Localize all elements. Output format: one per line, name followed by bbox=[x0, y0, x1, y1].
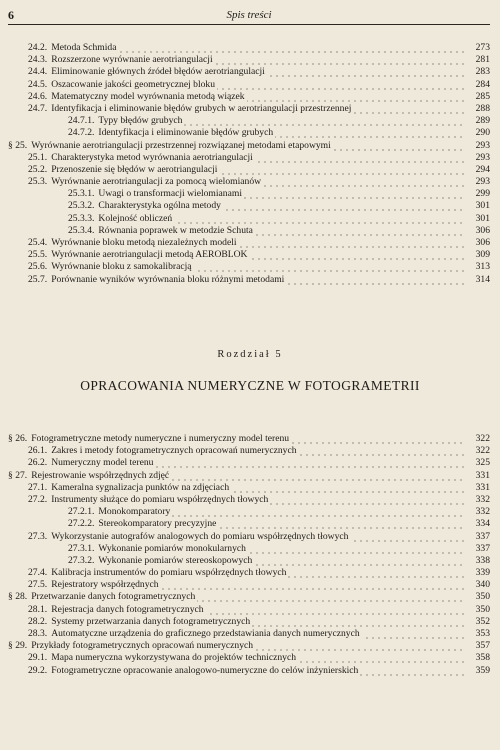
toc-entry-title bbox=[8, 140, 466, 152]
toc-entry-title bbox=[28, 91, 466, 103]
chapter-title: OPRACOWANIA NUMERYCZNE W FOTOGRAMETRII bbox=[80, 378, 420, 393]
toc-entry-label: Wyrównanie aerotriangulacji za pomocą wielomianów bbox=[51, 176, 262, 188]
toc-page-number: 289 bbox=[475, 115, 490, 127]
toc-entry-number: 28.2. bbox=[28, 615, 48, 627]
toc-entry-text bbox=[68, 225, 255, 236]
toc-entry-text bbox=[68, 200, 223, 211]
toc-entry-label: Przykłady fotogrametrycznych opracowań numerycznych bbox=[31, 640, 254, 652]
toc-entry-row bbox=[8, 103, 490, 115]
toc-page-number: 337 bbox=[475, 542, 490, 554]
toc-page-number: 299 bbox=[475, 188, 490, 200]
toc-entry-number: 28.1. bbox=[28, 603, 48, 615]
toc-entry-label: Identyfikacja i eliminowanie błędów grubych w aerotriangulacji przestrzennej bbox=[51, 102, 352, 114]
toc-page-number: 353 bbox=[475, 628, 490, 639]
toc-entry-title bbox=[68, 115, 466, 127]
toc-page-number: 273 bbox=[475, 42, 490, 53]
toc-entry-title bbox=[28, 103, 466, 115]
toc-page-number: 339 bbox=[475, 567, 490, 579]
toc-entry-row bbox=[8, 213, 490, 225]
toc-entry-label: Kalibracja instrumentów do pomiaru współrzędnych tłowych bbox=[51, 567, 287, 579]
toc-entry-row bbox=[8, 225, 490, 237]
toc-entry-number: § 25. bbox=[8, 139, 28, 151]
toc-page-number: 283 bbox=[475, 66, 490, 78]
toc-entry-text bbox=[28, 274, 286, 285]
toc-entry-title bbox=[8, 433, 466, 445]
toc-entry-number: 26.2. bbox=[28, 457, 48, 469]
toc-entry-number: 24.2. bbox=[28, 42, 48, 53]
toc-entry-text bbox=[28, 237, 239, 248]
toc-entry-text bbox=[28, 604, 206, 615]
toc-entry-text bbox=[28, 176, 263, 187]
toc-entry-row bbox=[8, 79, 490, 91]
toc-entry-number: 25.2. bbox=[28, 163, 48, 175]
toc-entry-text bbox=[68, 518, 218, 529]
toc-entry-row bbox=[8, 494, 490, 506]
toc-entry-number: 25.3.1. bbox=[68, 188, 95, 200]
toc-entry-text bbox=[68, 555, 254, 566]
toc-entry-text bbox=[28, 54, 215, 65]
toc-entry-title bbox=[68, 213, 466, 225]
toc-entry-number: 27.1. bbox=[28, 481, 48, 493]
toc-entry-text bbox=[8, 640, 255, 651]
toc-entry-number: 25.4. bbox=[28, 237, 48, 248]
toc-entry-title bbox=[28, 579, 466, 591]
toc-entry-text bbox=[8, 433, 291, 444]
toc-entry-label: Fotogrametryczne opracowanie analogowo-numeryczne do celów inżynierskich bbox=[51, 664, 359, 676]
toc-entry-row bbox=[8, 628, 490, 640]
toc-page-number: 322 bbox=[475, 433, 490, 444]
toc-entry-row bbox=[8, 176, 490, 188]
toc-entry-title bbox=[28, 152, 466, 164]
toc-entry-text bbox=[28, 164, 219, 175]
toc-entry-number: 24.4. bbox=[28, 66, 48, 78]
toc-entry-number: 25.3.3. bbox=[68, 212, 95, 224]
toc-entry-label: Typy błędów grubych bbox=[98, 115, 183, 127]
toc-entry-row bbox=[8, 42, 490, 54]
toc-page-number: 331 bbox=[475, 481, 490, 493]
toc-entry-label: Wyrównanie bloku z samokalibracją bbox=[51, 261, 192, 273]
toc-entry-number: 25.1. bbox=[28, 151, 48, 163]
toc-section-row bbox=[8, 470, 490, 482]
toc-entry-text bbox=[68, 213, 174, 224]
toc-entry-label: Przetwarzanie danych fotogrametrycznych bbox=[31, 591, 196, 603]
toc-page-number: 350 bbox=[475, 591, 490, 603]
toc-entry-title bbox=[28, 531, 466, 543]
toc-entry-title bbox=[28, 628, 466, 640]
toc-entry-text bbox=[28, 652, 298, 663]
toc-entry-label: Zakres i metody fotogrametrycznych opracowań numerycznych bbox=[51, 445, 297, 457]
toc-page-number: 284 bbox=[475, 78, 490, 90]
toc-entry-row bbox=[8, 188, 490, 200]
toc-entry-text bbox=[68, 115, 184, 126]
toc-page-number: 357 bbox=[475, 640, 490, 652]
toc-entry-number: 25.5. bbox=[28, 249, 48, 261]
toc-entry-number: 27.2.1. bbox=[68, 506, 95, 518]
toc-entry-row bbox=[8, 457, 490, 469]
toc-entry-number: 27.3.2. bbox=[68, 554, 95, 566]
toc-entry-title bbox=[28, 66, 466, 78]
toc-entry-label: Rejestrowanie współrzędnych zdjęć bbox=[31, 469, 170, 481]
toc-entry-row bbox=[8, 543, 490, 555]
toc-entry-row bbox=[8, 665, 490, 677]
toc-entry-number: 29.1. bbox=[28, 652, 48, 664]
toc-entry-label: Fotogrametryczne metody numeryczne i numeryczny model terenu bbox=[31, 433, 290, 444]
toc-entry-text bbox=[68, 188, 244, 199]
toc-entry-text bbox=[28, 628, 362, 639]
toc-entry-label: Wykonanie pomiarów monokularnych bbox=[98, 542, 246, 554]
toc-entry-label: Rozszerzone wyrównanie aerotriangulacji bbox=[51, 54, 213, 66]
toc-page-number: 314 bbox=[475, 273, 490, 285]
toc-entry-text bbox=[28, 531, 350, 542]
toc-entry-text bbox=[68, 506, 172, 517]
toc-entry-label: Porównanie wyników wyrównania bloku różnymi metodami bbox=[51, 273, 285, 285]
toc-entry-label: Rejestracja danych fotogrametrycznych bbox=[51, 603, 204, 615]
toc-entry-row bbox=[8, 579, 490, 591]
toc-entry-label: Kolejność obliczeń bbox=[98, 212, 173, 224]
toc-entry-label: Rejestratory współrzędnych bbox=[51, 579, 159, 591]
toc-entry-title bbox=[28, 457, 466, 469]
chapter-label: Rozdział 5 bbox=[217, 349, 283, 360]
toc-entry-title bbox=[68, 225, 466, 237]
toc-entry-number: 25.7. bbox=[28, 273, 48, 285]
toc-entry-title bbox=[28, 176, 466, 188]
toc-entry-number: § 28. bbox=[8, 591, 28, 603]
toc-entry-label: Matematyczny model wyrównania metodą wiązek bbox=[51, 90, 245, 102]
toc-page-number: 331 bbox=[475, 469, 490, 481]
toc-page-number: 340 bbox=[475, 579, 490, 591]
toc-entry-row bbox=[8, 482, 490, 494]
toc-entry-row bbox=[8, 616, 490, 628]
toc-entry-title bbox=[68, 200, 466, 212]
toc-entry-row bbox=[8, 506, 490, 518]
toc-page-number: 313 bbox=[475, 261, 490, 273]
toc-entry-title bbox=[68, 127, 466, 139]
toc-entry-text bbox=[28, 616, 252, 627]
toc-page-number: 294 bbox=[475, 163, 490, 175]
toc-entry-number: 25.3.4. bbox=[68, 224, 95, 236]
toc-page-number: 350 bbox=[475, 603, 490, 615]
toc-entry-text bbox=[28, 457, 155, 468]
toc-entry-text bbox=[28, 66, 267, 77]
toc-entry-number: § 26. bbox=[8, 433, 28, 444]
toc-page-number: 301 bbox=[475, 212, 490, 224]
toc-entry-text bbox=[28, 567, 288, 578]
toc-entry-title bbox=[28, 494, 466, 506]
toc-entry-number: 28.3. bbox=[28, 628, 48, 639]
toc-page-number: 332 bbox=[475, 506, 490, 518]
toc-entry-text bbox=[28, 494, 270, 505]
toc-entry-label: Charakterystyka metod wyrównania aerotriangulacji bbox=[51, 151, 253, 163]
toc-entry-title bbox=[68, 518, 466, 530]
toc-page-number: 309 bbox=[475, 249, 490, 261]
toc-page-number: 285 bbox=[475, 90, 490, 102]
toc-entry-text bbox=[28, 249, 250, 260]
toc-entry-row bbox=[8, 555, 490, 567]
toc-entry-label: Równania poprawek w metodzie Schuta bbox=[98, 224, 253, 236]
toc-entry-row bbox=[8, 567, 490, 579]
toc-page-number: 288 bbox=[475, 102, 490, 114]
toc-entry-text bbox=[8, 470, 171, 481]
toc-page-number: 332 bbox=[475, 493, 490, 505]
toc-page-number: 306 bbox=[475, 237, 490, 248]
toc-page-number: 352 bbox=[475, 615, 490, 627]
toc-bottom-section bbox=[8, 433, 490, 677]
toc-entry-title bbox=[28, 237, 466, 249]
toc-entry-row bbox=[8, 518, 490, 530]
toc-entry-title bbox=[28, 604, 466, 616]
toc-entry-number: 24.6. bbox=[28, 90, 48, 102]
toc-entry-title bbox=[28, 249, 466, 261]
toc-entry-number: 24.3. bbox=[28, 54, 48, 66]
toc-entry-title bbox=[8, 591, 466, 603]
toc-entry-text bbox=[68, 543, 248, 554]
toc-entry-row bbox=[8, 652, 490, 664]
toc-entry-text bbox=[28, 665, 360, 676]
toc-entry-text bbox=[28, 79, 217, 90]
toc-page-number: 334 bbox=[475, 518, 490, 530]
toc-entry-number: § 27. bbox=[8, 469, 28, 481]
toc-entry-title bbox=[28, 652, 466, 664]
toc-section-row bbox=[8, 591, 490, 603]
toc-entry-title bbox=[28, 164, 466, 176]
toc-page-number: 306 bbox=[475, 224, 490, 236]
toc-entry-text bbox=[28, 91, 247, 102]
toc-entry-text bbox=[28, 152, 255, 163]
toc-entry-row bbox=[8, 66, 490, 78]
toc-entry-label: Charakterystyka ogólna metody bbox=[98, 200, 221, 212]
toc-entry-number: 24.7.1. bbox=[68, 115, 95, 127]
toc-entry-title bbox=[28, 42, 466, 54]
toc-entry-title bbox=[8, 470, 466, 482]
toc-entry-label: Eliminowanie głównych źródeł błędów aerotriangulacji bbox=[51, 66, 265, 78]
toc-page-number: 293 bbox=[475, 139, 490, 151]
toc-entry-number: 25.6. bbox=[28, 261, 48, 273]
toc-entry-label: Identyfikacja i eliminowanie błędów grubych bbox=[98, 127, 274, 139]
toc-entry-row bbox=[8, 445, 490, 457]
toc-page-number: 359 bbox=[475, 664, 490, 676]
toc-entry-number: 25.3.2. bbox=[68, 200, 95, 212]
toc-entry-number: 27.3.1. bbox=[68, 542, 95, 554]
toc-entry-number: 24.7.2. bbox=[68, 127, 95, 139]
toc-page-number: 293 bbox=[475, 151, 490, 163]
toc-entry-title bbox=[28, 616, 466, 628]
toc-entry-label: Wyrównanie aerotriangulacji przestrzennej rozwiązanej metodami etapowymi bbox=[31, 139, 331, 151]
toc-page-number: 301 bbox=[475, 200, 490, 212]
toc-entry-number: 26.1. bbox=[28, 445, 48, 457]
toc-entry-title bbox=[28, 54, 466, 66]
toc-section-row bbox=[8, 140, 490, 152]
toc-entry-row bbox=[8, 237, 490, 249]
toc-entry-number: 24.7. bbox=[28, 102, 48, 114]
toc-entry-row bbox=[8, 152, 490, 164]
toc-entry-title bbox=[28, 445, 466, 457]
toc-entry-text bbox=[28, 579, 161, 590]
running-title: Spis treści bbox=[226, 9, 272, 21]
toc-page-number: 338 bbox=[475, 554, 490, 566]
toc-entry-row bbox=[8, 274, 490, 286]
toc-entry-title bbox=[8, 640, 466, 652]
toc-entry-text bbox=[28, 482, 231, 493]
toc-entry-row bbox=[8, 200, 490, 212]
toc-entry-label: Monokomparatory bbox=[98, 506, 171, 518]
toc-entry-row bbox=[8, 164, 490, 176]
toc-entry-row bbox=[8, 604, 490, 616]
toc-entry-title bbox=[68, 506, 466, 518]
toc-entry-label: Kameralna sygnalizacja punktów na zdjęciach bbox=[51, 481, 230, 493]
toc-page-number: 358 bbox=[475, 652, 490, 664]
toc-entry-text bbox=[28, 261, 194, 272]
toc-entry-row bbox=[8, 261, 490, 273]
toc-page-number: 322 bbox=[475, 445, 490, 457]
toc-entry-label: Uwagi o transformacji wielomianami bbox=[98, 188, 242, 200]
toc-entry-number: 27.4. bbox=[28, 567, 48, 579]
toc-entry-label: Oszacowanie jakości geometrycznej bloku bbox=[51, 78, 216, 90]
toc-entry-number: 27.2. bbox=[28, 493, 48, 505]
toc-entry-text bbox=[28, 42, 118, 53]
toc-entry-label: Wyrównanie aerotriangulacji metodą AEROBLOK bbox=[51, 249, 248, 261]
toc-entry-title bbox=[28, 665, 466, 677]
toc-entry-label: Stereokomparatory precyzyjne bbox=[98, 518, 217, 530]
toc-entry-label: Wykonanie pomiarów stereoskopowych bbox=[98, 554, 253, 566]
toc-entry-number: 25.3. bbox=[28, 176, 48, 188]
toc-entry-number: 29.2. bbox=[28, 664, 48, 676]
toc-entry-label: Instrumenty służące do pomiaru współrzędnych tłowych bbox=[51, 493, 269, 505]
toc-entry-label: Wyrównanie bloku metodą niezależnych modeli bbox=[51, 237, 237, 248]
toc-entry-label: Systemy przetwarzania danych fotogrametrycznych bbox=[51, 615, 251, 627]
toc-entry-title bbox=[68, 555, 466, 567]
page-number: 6 bbox=[8, 8, 14, 22]
toc-page-number: 325 bbox=[475, 457, 490, 469]
toc-entry-title bbox=[68, 188, 466, 200]
toc-entry-row bbox=[8, 54, 490, 66]
toc-entry-number: 24.5. bbox=[28, 78, 48, 90]
toc-entry-label: Wykorzystanie autografów analogowych do pomiaru współrzędnych tłowych bbox=[51, 530, 349, 542]
toc-entry-text bbox=[68, 127, 275, 138]
toc-entry-text bbox=[28, 445, 299, 456]
toc-entry-label: Numeryczny model terenu bbox=[51, 457, 154, 469]
toc-entry-row bbox=[8, 531, 490, 543]
toc-entry-title bbox=[28, 482, 466, 494]
toc-entry-label: Metoda Schmida bbox=[51, 42, 117, 53]
toc-entry-number: § 29. bbox=[8, 640, 28, 652]
toc-entry-title bbox=[28, 274, 466, 286]
toc-entry-number: 27.3. bbox=[28, 530, 48, 542]
toc-top-section bbox=[8, 42, 490, 286]
toc-section-row bbox=[8, 640, 490, 652]
toc-entry-label: Przenoszenie się błędów w aerotriangulacji bbox=[51, 163, 218, 175]
toc-entry-title bbox=[68, 543, 466, 555]
toc-entry-label: Mapa numeryczna wykorzystywana do projektów technicznych bbox=[51, 652, 297, 664]
header-rule bbox=[8, 24, 490, 25]
toc-entry-title bbox=[28, 567, 466, 579]
toc-entry-label: Automatyczne urządzenia do graficznego przedstawiania danych numerycznych bbox=[51, 628, 360, 639]
toc-page-number: 281 bbox=[475, 54, 490, 66]
toc-section-row bbox=[8, 433, 490, 445]
toc-page-number: 293 bbox=[475, 176, 490, 188]
toc-entry-title bbox=[28, 79, 466, 91]
toc-entry-text bbox=[8, 591, 197, 602]
toc-page-number: 337 bbox=[475, 530, 490, 542]
toc-entry-text bbox=[8, 140, 333, 151]
toc-entry-row bbox=[8, 115, 490, 127]
toc-entry-text bbox=[28, 103, 353, 114]
toc-entry-number: 27.5. bbox=[28, 579, 48, 591]
toc-entry-number: 27.2.2. bbox=[68, 518, 95, 530]
page-header bbox=[8, 8, 490, 24]
toc-entry-row bbox=[8, 249, 490, 261]
toc-entry-title bbox=[28, 261, 466, 273]
toc-page-number: 290 bbox=[475, 127, 490, 139]
toc-entry-row bbox=[8, 127, 490, 139]
toc-entry-row bbox=[8, 91, 490, 103]
